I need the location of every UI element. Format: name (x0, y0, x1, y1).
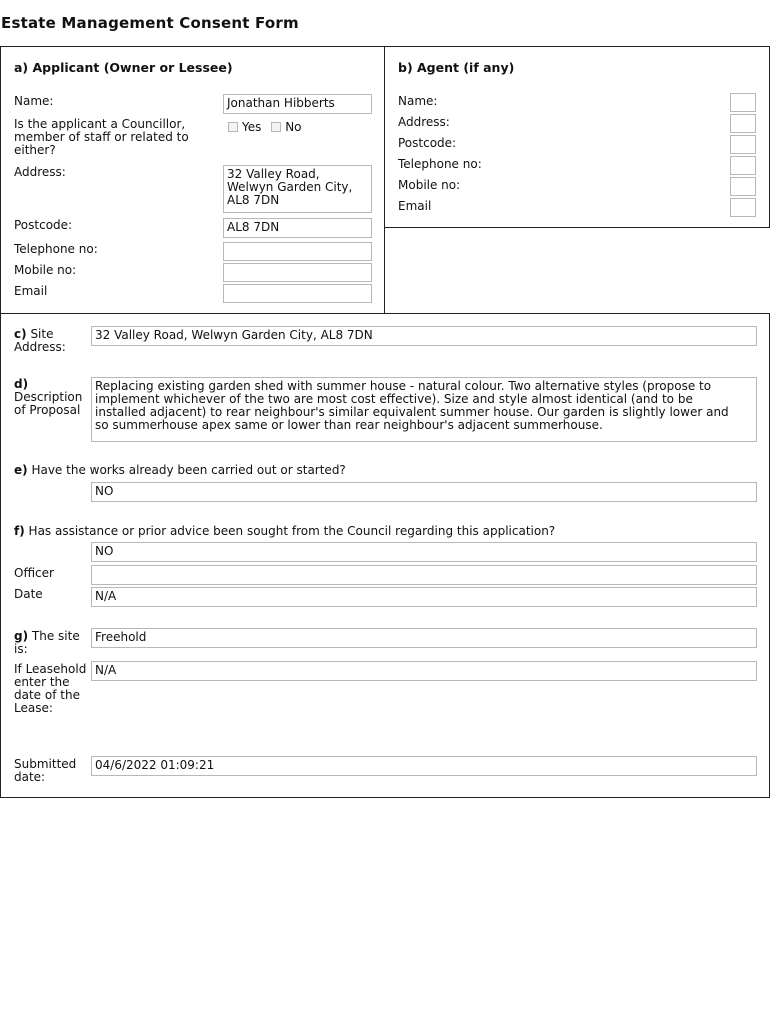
yes-label: Yes (242, 120, 262, 134)
yes-checkbox[interactable] (228, 122, 238, 132)
works-field[interactable]: NO (91, 482, 757, 502)
description-label (14, 378, 92, 417)
submitted-field[interactable]: 04/6/2022 01:09:21 (91, 756, 757, 776)
advice-date-field[interactable]: N/A (91, 587, 757, 607)
agent-address-label: Address: (398, 115, 450, 129)
agent-address-field[interactable] (730, 114, 756, 133)
form-title: Estate Management Consent Form (1, 14, 299, 32)
tenure-letter: g) (14, 629, 29, 643)
advice-letter: f) (14, 524, 25, 538)
no-label: No (285, 120, 302, 134)
officer-field[interactable] (91, 565, 757, 585)
applicant-email-label: Email (14, 284, 48, 298)
details-panel (0, 313, 770, 798)
description-field[interactable]: Replacing existing garden shed with summer house - natural colour. Two alternative styles (propose to implement whichever of the two are most cost effective). Size and style almost identical (and to be installed adjacent) to rear neighbour's similar equivalent summer house. Our garden is slightly lower and so summerhouse apex same or lower than rear neighbour's adjacent summerhouse. (91, 377, 757, 442)
no-checkbox[interactable] (271, 122, 281, 132)
agent-name-label: Name: (398, 94, 438, 108)
agent-heading: b) Agent (if any) (398, 60, 515, 75)
applicant-telephone-label: Telephone no: (14, 242, 98, 256)
works-question (14, 464, 346, 477)
applicant-name-label: Name: (14, 94, 54, 108)
lease-date-field[interactable]: N/A (91, 661, 757, 681)
applicant-heading: a) Applicant (Owner or Lessee) (14, 60, 233, 75)
lease-date-label: If Leasehold enter the date of the Lease: (14, 662, 87, 715)
tenure-field[interactable]: Freehold (91, 628, 757, 648)
advice-date-label: Date (14, 587, 43, 601)
agent-telephone-field[interactable] (730, 156, 756, 175)
agent-postcode-label: Postcode: (398, 136, 457, 150)
applicant-postcode-field[interactable]: AL8 7DN (223, 218, 372, 238)
applicant-address-label: Address: (14, 165, 66, 179)
advice-question (14, 525, 555, 538)
applicant-postcode-label: Postcode: (14, 218, 73, 232)
agent-name-field[interactable] (730, 93, 756, 112)
tenure-label-text: The site is: (14, 629, 80, 656)
agent-panel (384, 46, 770, 228)
site-letter: c) (14, 327, 27, 341)
site-label-text: Site Address: (14, 327, 66, 354)
officer-label: Officer (14, 566, 54, 580)
applicant-telephone-field[interactable] (223, 242, 372, 261)
applicant-name-field[interactable]: Jonathan Hibberts (223, 94, 372, 114)
agent-telephone-label: Telephone no: (398, 157, 482, 171)
applicant-email-field[interactable] (223, 284, 372, 303)
agent-mobile-field[interactable] (730, 177, 756, 196)
submitted-label: Submitted date: (14, 757, 77, 784)
applicant-address-field[interactable]: 32 Valley Road, Welwyn Garden City, AL8 7DN (223, 165, 372, 213)
agent-postcode-field[interactable] (730, 135, 756, 154)
site-address-field[interactable]: 32 Valley Road, Welwyn Garden City, AL8 7DN (91, 326, 757, 346)
tenure-label (14, 630, 90, 656)
applicant-panel (0, 46, 385, 314)
advice-field[interactable]: NO (91, 542, 757, 562)
councillor-options (228, 121, 302, 134)
agent-email-field[interactable] (730, 198, 756, 217)
advice-question-text: Has assistance or prior advice been sought from the Council regarding this application? (28, 524, 556, 538)
description-letter: d) (14, 377, 29, 391)
works-letter: e) (14, 463, 28, 477)
applicant-mobile-label: Mobile no: (14, 263, 77, 277)
agent-mobile-label: Mobile no: (398, 178, 461, 192)
site-address-label (14, 328, 90, 354)
applicant-mobile-field[interactable] (223, 263, 372, 282)
description-label-text: Description of Proposal (14, 390, 83, 417)
agent-email-label: Email (398, 199, 432, 213)
councillor-question: Is the applicant a Councillor, member of staff or related to either? (14, 117, 189, 157)
works-question-text: Have the works already been carried out or started? (31, 463, 346, 477)
